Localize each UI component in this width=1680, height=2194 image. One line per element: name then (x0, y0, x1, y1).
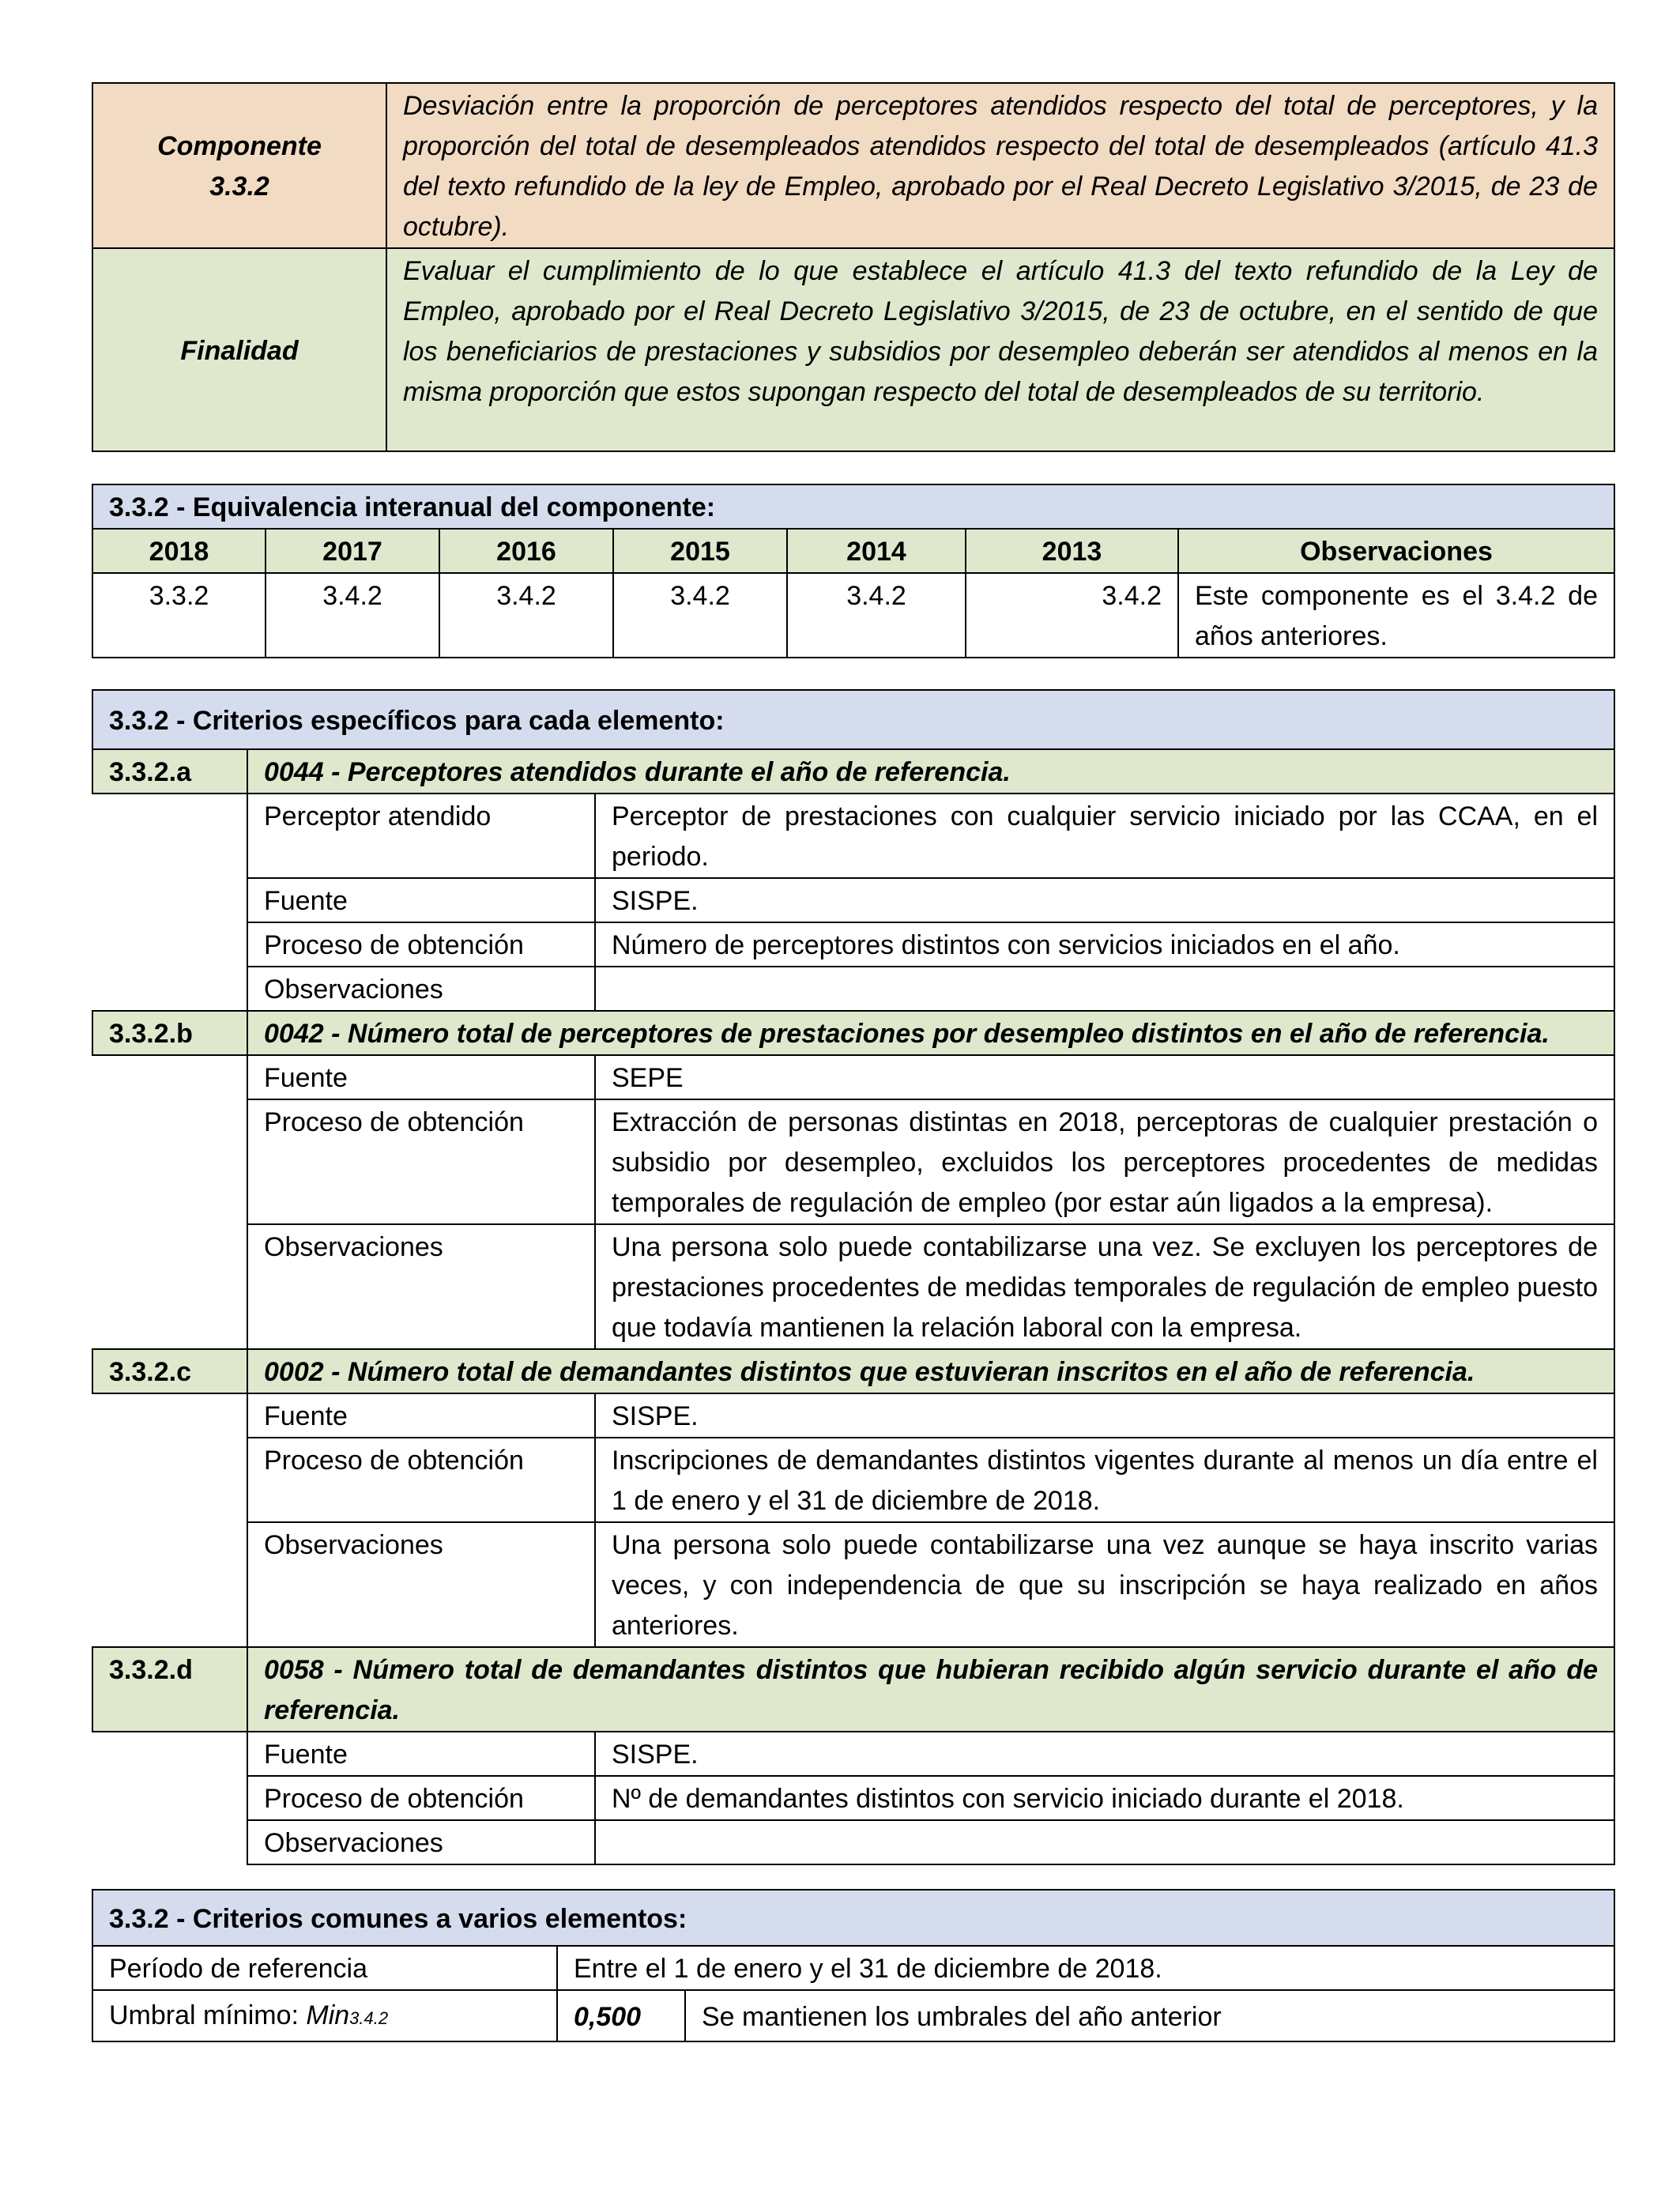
element-title: 0002 - Número total de demandantes distintos que estuvieran inscritos en el año de referencia. (247, 1349, 1614, 1393)
finalidad-description: Evaluar el cumplimiento de lo que establece el artículo 41.3 del texto refundido de la Ley de Empleo, aprobado por el Real Decreto Legislativo 3/2015, de 23 de octubre, en el sentido de que los beneficiarios de prestaciones y subsidios por desempleo deberán ser atendidos al menos en la misma proporción que estos supongan respecto del total de desempleados de su territorio. (386, 248, 1614, 451)
criterio-label: Fuente (247, 878, 595, 922)
element-header-row (92, 1011, 1614, 1055)
criterio-row (92, 1224, 1614, 1349)
element-header-row (92, 1647, 1614, 1732)
year-header: 2018 (92, 529, 266, 573)
periodo-label: Período de referencia (92, 1946, 557, 1990)
year-value: 3.3.2 (92, 573, 266, 658)
criterio-row (92, 1393, 1614, 1438)
equivalencia-title-row (92, 484, 1614, 529)
criterio-row (92, 1820, 1614, 1864)
criterio-row (92, 967, 1614, 1011)
criterio-label: Fuente (247, 1393, 595, 1438)
umbral-note: Se mantienen los umbrales del año anterior (685, 1990, 1614, 2041)
criterio-row (92, 1776, 1614, 1820)
observaciones-header: Observaciones (1178, 529, 1614, 573)
criterio-label: Observaciones (247, 1820, 595, 1864)
criterio-value: SISPE. (595, 878, 1614, 922)
criterio-label: Proceso de obtención (247, 1099, 595, 1224)
year-value: 3.4.2 (439, 573, 613, 658)
year-value: 3.4.2 (613, 573, 787, 658)
element-code: 3.3.2.b (92, 1011, 247, 1055)
year-value: 3.4.2 (966, 573, 1178, 658)
criterio-value: SEPE (595, 1055, 1614, 1099)
umbral-min: Min (306, 2000, 350, 2030)
observaciones-value: Este componente es el 3.4.2 de años anteriores. (1178, 573, 1614, 658)
criterio-label: Proceso de obtención (247, 922, 595, 967)
criterio-row (92, 794, 1614, 878)
comunes-table (92, 1889, 1615, 2042)
finalidad-label: Finalidad (92, 248, 386, 451)
equivalencia-header-row (92, 529, 1614, 573)
criterio-row (92, 878, 1614, 922)
criterio-label: Observaciones (247, 967, 595, 1011)
equivalencia-title: 3.3.2 - Equivalencia interanual del componente: (92, 484, 1614, 529)
element-code: 3.3.2.d (92, 1647, 247, 1732)
equivalencia-table (92, 484, 1615, 658)
spacer-cell (92, 1393, 247, 1647)
criterio-value: Nº de demandantes distintos con servicio iniciado durante el 2018. (595, 1776, 1614, 1820)
criterio-label: Observaciones (247, 1224, 595, 1349)
criterio-row (92, 1099, 1614, 1224)
criterio-row (92, 1438, 1614, 1522)
comunes-title-row (92, 1890, 1614, 1946)
criterio-label: Fuente (247, 1055, 595, 1099)
criterio-value (595, 1820, 1614, 1864)
spacer-cell (92, 1055, 247, 1349)
criterio-label: Proceso de obtención (247, 1776, 595, 1820)
criterio-label: Fuente (247, 1732, 595, 1776)
element-code: 3.3.2.a (92, 749, 247, 794)
criterios-title-row (92, 690, 1614, 749)
criterio-value: Una persona solo puede contabilizarse una vez. Se excluyen los perceptores de prestaciones procedentes de medidas temporales de regulación de empleo puesto que todavía mantienen la relación laboral con la empresa. (595, 1224, 1614, 1349)
element-header-row (92, 749, 1614, 794)
criterio-row (92, 922, 1614, 967)
componente-row (92, 83, 1614, 248)
component-table (92, 82, 1615, 452)
criterio-value: SISPE. (595, 1393, 1614, 1438)
element-title: 0058 - Número total de demandantes distintos que hubieran recibido algún servicio durante el año de referencia. (247, 1647, 1614, 1732)
periodo-row (92, 1946, 1614, 1990)
equivalencia-value-row (92, 573, 1614, 658)
spacer-cell (92, 794, 247, 1011)
componente-label: Componente 3.3.2 (92, 83, 386, 248)
criterio-value: Perceptor de prestaciones con cualquier servicio iniciado por las CCAA, en el periodo. (595, 794, 1614, 878)
criterio-row (92, 1522, 1614, 1647)
criterio-value: Extracción de personas distintas en 2018, perceptoras de cualquier prestación o subsidio por desempleo, excluidos los perceptores procedentes de medidas temporales de regulación de empleo (por estar aún ligados a la empresa). (595, 1099, 1614, 1224)
criterio-row (92, 1055, 1614, 1099)
criterio-label: Perceptor atendido (247, 794, 595, 878)
criterio-row (92, 1732, 1614, 1776)
year-value: 3.4.2 (787, 573, 966, 658)
umbral-subscript: 3.4.2 (349, 2008, 389, 2028)
umbral-row (92, 1990, 1614, 2041)
componente-description: Desviación entre la proporción de perceptores atendidos respecto del total de perceptores, y la proporción del total de desempleados atendidos respecto del total de desempleados (artículo 41.3 del texto refundido de la ley de Empleo, aprobado por el Real Decreto Legislativo 3/2015, de 23 de octubre). (386, 83, 1614, 248)
finalidad-row (92, 248, 1614, 451)
criterio-value: Una persona solo puede contabilizarse una vez aunque se haya inscrito varias veces, y con independencia de que su inscripción se haya realizado en años anteriores. (595, 1522, 1614, 1647)
criterio-value (595, 967, 1614, 1011)
year-header: 2017 (266, 529, 439, 573)
year-header: 2013 (966, 529, 1178, 573)
criterios-table (92, 689, 1615, 1865)
year-header: 2015 (613, 529, 787, 573)
spacer-cell (92, 1732, 247, 1864)
umbral-label-cell (92, 1990, 557, 2041)
criterio-value: Inscripciones de demandantes distintos vigentes durante al menos un día entre el 1 de enero y el 31 de diciembre de 2018. (595, 1438, 1614, 1522)
criterio-label: Proceso de obtención (247, 1438, 595, 1522)
year-header: 2016 (439, 529, 613, 573)
year-value: 3.4.2 (266, 573, 439, 658)
periodo-value: Entre el 1 de enero y el 31 de diciembre de 2018. (557, 1946, 1614, 1990)
criterio-label: Observaciones (247, 1522, 595, 1647)
comunes-title: 3.3.2 - Criterios comunes a varios elementos: (92, 1890, 1614, 1946)
criterio-value: SISPE. (595, 1732, 1614, 1776)
criterios-title: 3.3.2 - Criterios específicos para cada elemento: (92, 690, 1614, 749)
element-code: 3.3.2.c (92, 1349, 247, 1393)
element-header-row (92, 1349, 1614, 1393)
criterio-value: Número de perceptores distintos con servicios iniciados en el año. (595, 922, 1614, 967)
year-header: 2014 (787, 529, 966, 573)
umbral-value: 0,500 (557, 1990, 685, 2041)
umbral-label: Umbral mínimo: (109, 2000, 307, 2030)
element-title: 0042 - Número total de perceptores de prestaciones por desempleo distintos en el año de referencia. (247, 1011, 1614, 1055)
element-title: 0044 - Perceptores atendidos durante el año de referencia. (247, 749, 1614, 794)
